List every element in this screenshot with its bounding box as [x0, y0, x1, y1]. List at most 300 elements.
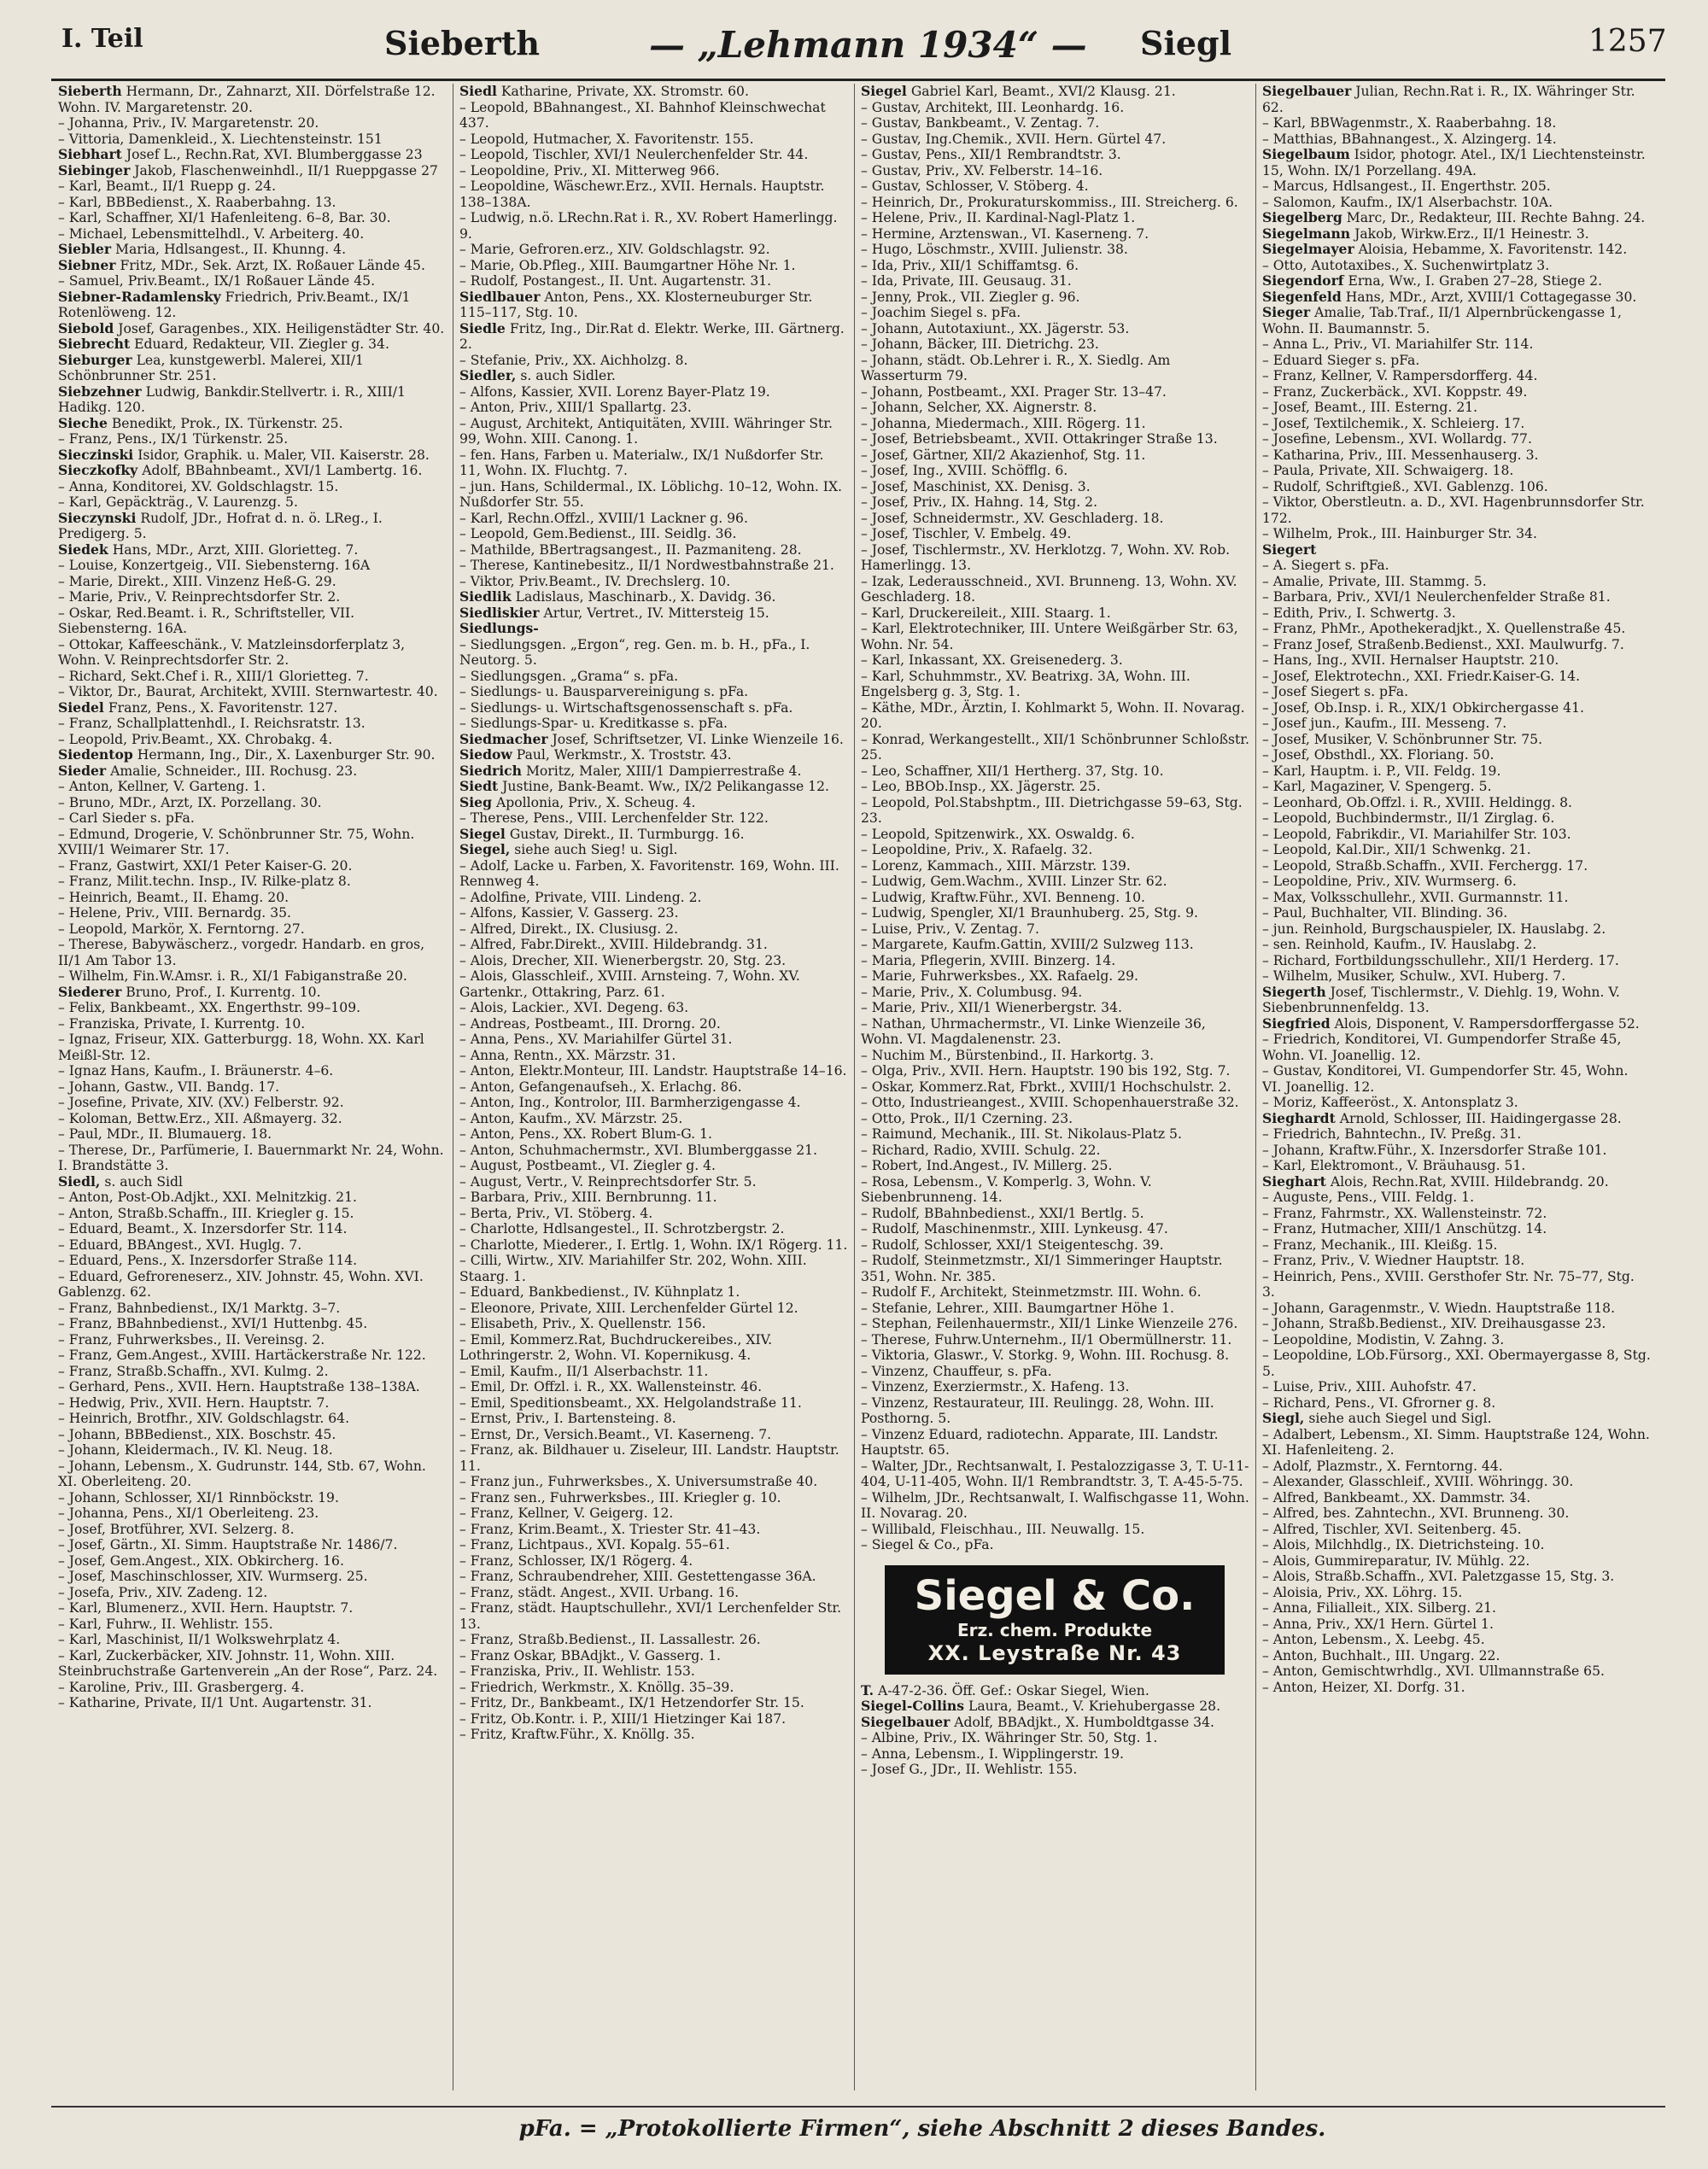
directory-entry: – jun. Hans, Schildermal., IX. Löblichg. 10–12, Wohn. IX. Nußdorfer Str. 55. [459, 478, 843, 510]
directory-entry: – Leo, Schaffner, XII/1 Hertherg. 37, Stg. 10. [861, 763, 1164, 779]
directory-entry: – Johanna, Priv., IV. Margaretenstr. 20. [58, 115, 319, 131]
directory-entry: – Franz jun., Fuhrwerksbes., X. Universumstraße 40. [459, 1474, 818, 1489]
surname: Siederer [58, 983, 122, 1000]
directory-entry: – Emil, Speditionsbeamt., XX. Helgolandstraße 11. [459, 1394, 802, 1411]
directory-entry: – Viktor, Priv.Beamt., IV. Drechslerg. 10. [459, 573, 731, 589]
directory-entry: – Gustav, Schlosser, V. Stöberg. 4. [861, 178, 1089, 194]
surname: Siedlik [459, 588, 512, 605]
directory-entry: – Siedlungsgen. „Grama“ s. pFa. [459, 668, 679, 684]
directory-entry: – Josef, Brotführer, XVI. Selzerg. 8. [58, 1521, 295, 1537]
surname: Sieczkofky [58, 462, 138, 478]
directory-entry: – Johann, Bäcker, III. Dietrichg. 23. [861, 336, 1099, 352]
directory-entry: – Käthe, MDr., Ärztin, I. Kohlmarkt 5, Wohn. II. Novarag. 20. [861, 699, 1245, 731]
surname: Siedliskier [459, 604, 540, 621]
directory-entry: – Cilli, Wirtw., XIV. Mariahilfer Str. 202, Wohn. XIII. Staarg. 1. [459, 1253, 807, 1284]
directory-entry: – Leopold, Buchbindermstr., II/1 Zirglag. 6. [1262, 810, 1555, 826]
directory-entry: – Johann, städt. Ob.Lehrer i. R., X. Siedlg. Am Wasserturm 79. [861, 352, 1171, 383]
surname: Siebner-Radamlensky [58, 288, 221, 305]
directory-entry: – Ernst, Priv., I. Bartensteing. 8. [459, 1411, 676, 1426]
directory-entry: – Alexander, Glasschleif., XVIII. Wöhringg. 30. [1262, 1474, 1574, 1489]
directory-entry: – Paul, MDr., II. Blumauerg. 18. [58, 1126, 272, 1142]
directory-entry: – August, Vertr., V. Reinprechtsdorfer Str. 5. [459, 1173, 757, 1190]
directory-entry: Siedt Justine, Bank-Beamt. Ww., IX/2 Pelikangasse 12. [459, 778, 829, 794]
directory-entry: – Viktor, Dr., Baurat, Architekt, XVIII. Sternwartestr. 40. [58, 684, 438, 699]
directory-entry: – Jenny, Prok., VII. Ziegler g. 96. [861, 289, 1080, 305]
surname: Sieg [459, 793, 493, 810]
directory-entry: – Josef, Beamt., III. Esterng. 21. [1262, 400, 1478, 415]
directory-entry: – Hedwig, Priv., XVII. Hern. Hauptstr. 7. [58, 1394, 330, 1411]
directory-entry: – Rudolf, Schlosser, XXI/1 Steigenteschg. 39. [861, 1237, 1164, 1253]
directory-entry: – Anna, Rentn., XX. Märzstr. 31. [459, 1047, 676, 1063]
directory-entry: – Leopold, Kal.Dir., XII/1 Schwenkg. 21. [1262, 842, 1531, 857]
directory-entry: – Franz, städt. Hauptschullehr., XVI/1 Lerchenfelder Str. 13. [459, 1600, 842, 1632]
directory-entry: – Siedlungsgen. „Ergon“, reg. Gen. m. b. H., pFa., I. Neutorg. 5. [459, 636, 810, 668]
directory-entry: – Gerhard, Pens., XVII. Hern. Hauptstraße 138–138A. [58, 1379, 420, 1394]
directory-entry: – Konrad, Werkangestellt., XII/1 Schönbrunner Schloßstr. 25. [861, 731, 1249, 763]
directory-entry: Siedmacher Josef, Schriftsetzer, VI. Linke Wienzeile 16. [459, 730, 844, 747]
surname: Siedt [459, 778, 499, 794]
directory-entry: Sieghart Alois, Rechn.Rat, XVIII. Hildebrandg. 20. [1262, 1172, 1609, 1190]
directory-entry: – Walter, JDr., Rechtsanwalt, I. Pestalozzigasse 3, T. U-11-404, U-11-405, Wohn. II/1 Rembrandtstr. 3, T. A-45-5-75. [861, 1458, 1249, 1489]
directory-entry: – Anna L., Priv., VI. Mariahilfer Str. 114. [1262, 336, 1534, 352]
ad-subtitle: Erz. chem. Produkte [956, 1619, 1153, 1640]
directory-entry: Siegel Gabriel Karl, Beamt., XVI/2 Klausg. 21. [861, 84, 1176, 99]
directory-entry: – Fritz, Kraftw.Führ., X. Knöllg. 35. [459, 1727, 695, 1742]
surname: Siedow [459, 746, 512, 763]
directory-entry: – Leopold, BBahnangest., XI. Bahnhof Kleinschwechat 437. [459, 99, 826, 131]
directory-entry: – Leopoldine, Priv., XIV. Wurmserg. 6. [1262, 874, 1517, 889]
directory-entry: Siegfried Alois, Disponent, V. Rampersdorffergasse 52. [1262, 1014, 1640, 1032]
surname: T. [861, 1681, 874, 1698]
directory-entry: – Franz, Priv., V. Wiedner Hauptstr. 18. [1262, 1253, 1525, 1268]
surname: Siegelmayer [1262, 241, 1354, 257]
directory-entry: – Ottokar, Kaffeeschänk., V. Matzleinsdorferplatz 3, Wohn. V. Reinprechtsdorfer Str. 2. [58, 636, 406, 668]
directory-entry: – Adalbert, Lebensm., XI. Simm. Hauptstraße 124, Wohn. XI. Hafenleiteng. 2. [1262, 1426, 1650, 1458]
directory-entry: – Johanna, Miedermach., XIII. Rögerg. 11. [861, 415, 1146, 431]
directory-entry: – Alfons, Kassier, V. Gasserg. 23. [459, 905, 679, 921]
surname: Siegelbauer [861, 1713, 951, 1730]
directory-entry: – Gustav, Pens., XII/1 Rembrandtstr. 3. [861, 147, 1121, 162]
surname: Siegert [1262, 541, 1317, 558]
surname: Siebner [58, 256, 116, 273]
directory-entry: – Rudolf, Maschinenmstr., XIII. Lynkeusg. 47. [861, 1221, 1168, 1237]
directory-entry: – Richard, Fortbildungsschullehr., XII/1 Herderg. 17. [1262, 952, 1619, 968]
directory-entry: – Richard, Radio, XVIII. Schulg. 22. [861, 1142, 1101, 1158]
directory-entry: – Alfred, Bankbeamt., XX. Dammstr. 34. [1262, 1489, 1531, 1505]
directory-entry: – Marie, Ob.Pfleg., XIII. Baumgartner Höhe Nr. 1. [459, 257, 796, 273]
directory-entry: – Andreas, Postbeamt., III. Drorng. 20. [459, 1015, 721, 1032]
directory-entry: Siedek Hans, MDr., Arzt, XIII. Glorietteg. 7. [58, 541, 359, 558]
directory-entry: – Franz, städt. Angest., XVII. Urbang. 16. [459, 1584, 740, 1600]
directory-entry: – Therese, Kantinebesitz., II/1 Nordwestbahnstraße 21. [459, 558, 834, 573]
surname: Siedel [58, 699, 104, 716]
directory-entry: – Wilhelm, Fin.W.Amsr. i. R., XI/1 Fabiganstraße 20. [58, 968, 407, 984]
directory-entry: – Josef, Textilchemik., X. Schleierg. 17. [1262, 415, 1525, 431]
directory-entry: – Friedrich, Werkmstr., X. Knöllg. 35–39. [459, 1679, 734, 1695]
directory-entry: – Siedlungs- u. Bausparvereinigung s. pFa. [459, 684, 749, 699]
directory-entry: – A. Siegert s. pFa. [1262, 558, 1389, 573]
directory-entry: – Anna, Filialleit., XIX. Silberg. 21. [1262, 1600, 1497, 1616]
directory-entry: – Karl, BBBedienst., X. Raaberbahng. 13. [58, 194, 336, 210]
directory-entry: – fen. Hans, Farben u. Materialw., IX/1 Nußdorfer Str. 11, Wohn. IX. Fluchtg. 7. [459, 447, 824, 478]
surname: Siedle [459, 319, 506, 336]
directory-entry: – Rudolf, Schriftgieß., XVI. Gablenzg. 106. [1262, 478, 1548, 494]
directory-entry: Siegelberg Marc, Dr., Redakteur, III. Rechte Bahng. 24. [1262, 209, 1646, 225]
directory-entry: Siedl, s. auch Sidl [58, 1172, 183, 1190]
directory-entry: – Franz, Straßb.Schaffn., XVI. Kulmg. 2. [58, 1363, 329, 1379]
surname: Sieder [58, 762, 107, 779]
directory-entry: Siedlik Ladislaus, Maschinarb., X. Davidg. 36. [459, 588, 776, 605]
directory-entry: Siegelmayer Aloisia, Hebamme, X. Favoritenstr. 142. [1262, 241, 1628, 257]
surname: Siebrecht [58, 336, 131, 352]
directory-entry: – Eduard, Beamt., X. Inzersdorfer Str. 114. [58, 1221, 348, 1237]
directory-entry: – Karl, Beamt., II/1 Ruepp g. 24. [58, 178, 277, 194]
directory-entry: – Izak, Lederausschneid., XVI. Brunneng. 13, Wohn. XV. Geschladerg. 18. [861, 573, 1237, 605]
directory-entry: – Leopold, Pol.Stabshptm., III. Dietrichgasse 59–63, Stg. 23. [861, 794, 1243, 826]
directory-entry: – Rudolf, Postangest., II. Unt. Augartenstr. 31. [459, 273, 772, 289]
directory-entry: – Wilhelm, Prok., III. Hainburger Str. 34. [1262, 526, 1537, 541]
directory-entry: Siebold Josef, Garagenbes., XIX. Heiligenstädter Str. 40. [58, 319, 445, 336]
directory-entry: – Richard, Sekt.Chef i. R., XIII/1 Glorietteg. 7. [58, 668, 369, 684]
directory-entry: – Josef, Maschinist, XX. Denisg. 3. [861, 478, 1091, 494]
directory-entry: – Johann, Autotaxiunt., XX. Jägerstr. 53. [861, 320, 1130, 336]
directory-entry: – Therese, Babywäscherz., vorgedr. Handarb. en gros, II/1 Am Tabor 13. [58, 937, 425, 968]
directory-entry: – Otto, Industrieangest., XVIII. Schopenhauerstraße 32. [861, 1095, 1239, 1110]
directory-entry: – Johann, Selcher, XX. Aignerstr. 8. [861, 400, 1097, 415]
directory-entry: – Franz Oskar, BBAdjkt., V. Gasserg. 1. [459, 1647, 721, 1663]
surname: Sieberth [58, 84, 122, 99]
directory-entry: – Franz, Milit.techn. Insp., IV. Rilke-platz 8. [58, 874, 351, 889]
surname: Sieghart [1262, 1172, 1326, 1190]
directory-entry: – Louise, Konzertgeig., VII. Siebensterng. 16A [58, 558, 371, 573]
directory-entry: – Karl, Schaffner, XI/1 Hafenleiteng. 6–8, Bar. 30. [58, 210, 391, 225]
surname: Siegl, [1262, 1410, 1305, 1426]
directory-entry: – Felix, Bankbeamt., XX. Engerthstr. 99–109. [58, 1000, 361, 1015]
directory-entry: – Alfred, Tischler, XVI. Seitenberg. 45. [1262, 1521, 1522, 1537]
directory-entry: – Eleonore, Private, XIII. Lerchenfelder Gürtel 12. [459, 1300, 798, 1316]
surname: Siedek [58, 541, 108, 558]
surname: Siegerth [1262, 983, 1326, 1000]
directory-entry: Siegelmann Jakob, Wirkw.Erz., II/1 Heinestr. 3. [1262, 225, 1589, 242]
directory-entry: – Michael, Lebensmittelhdl., V. Arbeiterg. 40. [58, 225, 365, 242]
directory-entry: – Eduard, BBAngest., XVI. Huglg. 7. [58, 1237, 302, 1253]
directory-entry: – Mathilde, BBertragsangest., II. Pazmaniteng. 28. [459, 541, 802, 558]
directory-entry: – Moriz, Kaffeeröst., X. Antonsplatz 3. [1262, 1095, 1518, 1110]
directory-entry: – Leopold, Priv.Beamt., XX. Chrobakg. 4. [58, 731, 333, 747]
directory-entry: – Rudolf, Steinmetzmstr., XI/1 Simmeringer Hauptstr. 351, Wohn. Nr. 385. [861, 1253, 1223, 1284]
directory-entry: – Ida, Private, III. Geusaug. 31. [861, 273, 1072, 289]
directory-entry: – Josef, Tischlermstr., XV. Herklotzg. 7, Wohn. XV. Rob. Hamerlingg. 13. [861, 541, 1231, 573]
directory-entry: – Wilhelm, JDr., Rechtsanwalt, I. Walfischgasse 11, Wohn. II. Novarag. 20. [861, 1489, 1249, 1521]
columns [51, 84, 1665, 2095]
directory-entry: – Josef, Gärtn., XI. Simm. Hauptstraße Nr. 1486/7. [58, 1537, 398, 1552]
directory-entry: – Joachim Siegel s. pFa. [861, 305, 1021, 320]
directory-entry: Siegelbauer Julian, Rechn.Rat i. R., IX. Währinger Str. 62. [1262, 84, 1635, 115]
directory-entry: – Leonhard, Ob.Offzl. i. R., XVIII. Heldingg. 8. [1262, 794, 1573, 810]
directory-entry: – Franz, Straßb.Bedienst., II. Lassallestr. 26. [459, 1632, 761, 1647]
directory-entry: – Siegel & Co., pFa. [861, 1537, 994, 1552]
directory-entry: – Leopold, Tischler, XVI/1 Neulerchenfelder Str. 44. [459, 147, 809, 162]
directory-entry: – Anton, Straßb.Schaffn., III. Kriegler g. 15. [58, 1205, 354, 1221]
directory-entry: – Lorenz, Kammach., XIII. Märzstr. 139. [861, 857, 1131, 874]
directory-entry: – Salomon, Kaufm., IX/1 Alserbachstr. 10A. [1262, 194, 1553, 210]
surname: Siegel [861, 84, 907, 99]
directory-entry: Siegelbauer Adolf, BBAdjkt., X. Humboldtgasse 34. [861, 1713, 1214, 1730]
directory-entry: – Robert, Ind.Angest., IV. Millerg. 25. [861, 1158, 1113, 1173]
directory-entry: – Rudolf, BBahnbedienst., XXI/1 Bertlg. 5. [861, 1205, 1144, 1221]
surname: Sieczinski [58, 446, 134, 463]
directory-entry: – Viktor, Oberstleutn. a. D., XVI. Hagenbrunnsdorfer Str. 172. [1262, 494, 1645, 526]
column-1 [58, 84, 447, 2095]
header-first-entry: Sieberth [384, 24, 541, 62]
directory-entry: – Anton, Elektr.Monteur, III. Landstr. Hauptstraße 14–16. [459, 1063, 847, 1079]
directory-entry: – Josef Siegert s. pFa. [1262, 684, 1409, 699]
directory-entry: – Josef, Obsthdl., XX. Floriang. 50. [1262, 747, 1494, 763]
directory-entry: – Siedlungs-Spar- u. Kreditkasse s. pFa. [459, 716, 728, 731]
surname: Siedlungs- [459, 620, 539, 636]
directory-entry: Siedliskier Artur, Vertret., IV. Mittersteig 15. [459, 604, 769, 621]
column-3 [861, 84, 1249, 2095]
surname: Siegel-Collins [861, 1698, 965, 1714]
surname: Siebzehner [58, 383, 142, 400]
directory-entry: – Josef, Schneidermstr., XV. Geschladerg. 18. [861, 510, 1164, 526]
column-4 [1262, 84, 1651, 2095]
surname: Siegenfeld [1262, 288, 1342, 305]
directory-entry: – Koloman, Bettw.Erz., XII. Aßmayerg. 32. [58, 1110, 342, 1126]
directory-entry: – Raimund, Mechanik., III. St. Nikolaus-Platz 5. [861, 1126, 1182, 1142]
directory-entry: – Johann, BBBedienst., XIX. Boschstr. 45. [58, 1426, 336, 1442]
directory-entry: – Josefine, Lebensm., XVI. Wollardg. 77. [1262, 431, 1532, 447]
directory-entry: – Ludwig, n.ö. LRechn.Rat i. R., XV. Robert Hamerlingg. 9. [459, 210, 838, 242]
directory-entry: – Friedrich, Bahntechn., IV. Preßg. 31. [1262, 1126, 1522, 1142]
header-title: — „Lehmann 1934“ — [649, 24, 1087, 66]
ad-title: Siegel & Co. [914, 1571, 1196, 1620]
directory-entry: – Karl, Inkassant, XX. Greisenederg. 3. [861, 652, 1123, 668]
directory-entry: – Marie, Priv., X. Columbusg. 94. [861, 984, 1083, 1000]
directory-entry: – Rudolf F., Architekt, Steinmetzmstr. III. Wohn. 6. [861, 1284, 1202, 1300]
directory-entry: – Franz, Lichtpaus., XVI. Kopalg. 55–61. [459, 1537, 730, 1552]
directory-entry: Siegendorf Erna, Ww., I. Graben 27–28, Stiege 2. [1262, 272, 1603, 289]
directory-entry: – sen. Reinhold, Kaufm., IV. Hauslabg. 2. [1262, 937, 1537, 952]
directory-entry: – Heinrich, Dr., Prokuraturskommiss., III. Streicherg. 6. [861, 194, 1238, 210]
directory-entry: – Marie, Priv., XII/1 Wienerbergstr. 34. [861, 1000, 1122, 1015]
directory-entry: Sieche Benedikt, Prok., IX. Türkenstr. 25. [58, 414, 343, 431]
directory-entry: – Therese, Dr., Parfümerie, I. Bauernmarkt Nr. 24, Wohn. I. Brandstätte 3. [58, 1142, 444, 1173]
directory-entry: – Franz, PhMr., Apothekeradjkt., X. Quellenstraße 45. [1262, 621, 1626, 636]
directory-entry: Sieghardt Arnold, Schlosser, III. Haidingergasse 28. [1262, 1109, 1622, 1126]
directory-entry: – Franziska, Private, I. Kurrentg. 10. [58, 1015, 306, 1032]
directory-entry: – Emil, Kommerz.Rat, Buchdruckereibes., XIV. Lothringerstr. 2, Wohn. VI. Kopernikusg. 4. [459, 1331, 773, 1363]
surname: Siegelmann [1262, 225, 1351, 242]
directory-entry: – Gustav, Ing.Chemik., XVII. Hern. Gürtel 47. [861, 131, 1167, 147]
directory-entry: – Olga, Priv., XVII. Hern. Hauptstr. 190 bis 192, Stg. 7. [861, 1063, 1231, 1079]
directory-entry: – Eduard, Gefroreneserz., XIV. Johnstr. 45, Wohn. XVI. Gablenzg. 62. [58, 1268, 424, 1300]
directory-entry: Sieg Apollonia, Priv., X. Scheug. 4. [459, 793, 696, 810]
directory-entry: – Franz, Schallplattenhdl., I. Reichsratstr. 13. [58, 716, 366, 731]
directory-entry: – Johann, Gastw., VII. Bandg. 17. [58, 1079, 280, 1095]
directory-entry: – Friedrich, Konditorei, VI. Gumpendorfer Straße 45, Wohn. VI. Joanellig. 12. [1262, 1032, 1622, 1063]
page-footer: pFa. = „Protokollierte Firmen“, siehe Abschnitt 2 dieses Bandes. [518, 2116, 1326, 2142]
directory-entry: Siedle Fritz, Ing., Dir.Rat d. Elektr. Werke, III. Gärtnerg. 2. [459, 319, 845, 352]
directory-entry: – Adolf, Plazmstr., X. Ferntorng. 44. [1262, 1458, 1503, 1474]
directory-entry: – Anton, Priv., XIII/1 Spallartg. 23. [459, 400, 692, 415]
directory-entry: – Paula, Private, XII. Schwaigerg. 18. [1262, 463, 1514, 478]
directory-entry: – Franz, Gastwirt, XXI/1 Peter Kaiser-G. 20. [58, 857, 353, 874]
part-label: I. Teil [61, 24, 143, 54]
directory-entry: – Anna, Priv., XX/1 Hern. Gürtel 1. [1262, 1616, 1494, 1632]
surname: Sieger [1262, 304, 1311, 320]
page-header [51, 19, 1667, 70]
directory-entry: – Barbara, Priv., XIII. Bernbrunng. 11. [459, 1190, 717, 1205]
directory-entry: Sieberth Hermann, Dr., Zahnarzt, XII. Dörfelstraße 12. Wohn. IV. Margaretenstr. 20. [58, 84, 436, 115]
directory-entry: – Josef jun., Kaufm., III. Messeng. 7. [1262, 716, 1507, 731]
directory-entry: – Johanna, Pens., XI/1 Oberleiteng. 23. [58, 1505, 319, 1521]
directory-entry: – Stephan, Feilenhauermstr., XII/1 Linke Wienzeile 276. [861, 1316, 1238, 1331]
directory-entry: – Leopold, Fabrikdir., VI. Mariahilfer Str. 103. [1262, 826, 1571, 842]
directory-entry: – Margarete, Kaufm.Gattin, XVIII/2 Sulzweg 113. [861, 937, 1194, 952]
directory-entry: – Otto, Prok., II/1 Czerning. 23. [861, 1110, 1073, 1126]
surname: Siebinger [58, 161, 131, 178]
directory-entry: – Carl Sieder s. pFa. [58, 810, 195, 826]
directory-entry: – Anna, Pens., XV. Mariahilfer Gürtel 31. [459, 1032, 733, 1047]
directory-entry: – Leopold, Markör, X. Ferntorng. 27. [58, 921, 305, 937]
directory-entry: – Franz, Zuckerbäck., XVI. Koppstr. 49. [1262, 383, 1528, 400]
directory-entry: – Josef, Tischler, V. Embelg. 49. [861, 526, 1072, 541]
directory-entry: – Karl, Rechn.Offzl., XVIII/1 Lackner g. 96. [459, 510, 748, 526]
directory-entry: – Josef, Musiker, V. Schönbrunner Str. 75. [1262, 731, 1543, 747]
surname: Siebhart [58, 146, 122, 162]
directory-entry: Sieczinski Isidor, Graphik. u. Maler, VII. Kaiserstr. 28. [58, 446, 430, 463]
directory-entry: – Franz sen., Fuhrwerksbes., III. Kriegler g. 10. [459, 1489, 781, 1505]
directory-entry: – Leopoldine, LOb.Fürsorg., XXI. Obermayergasse 8, Stg. 5. [1262, 1348, 1651, 1379]
directory-entry: Siedentop Hermann, Ing., Dir., X. Laxenburger Str. 90. [58, 746, 436, 763]
directory-entry: Siegerth Josef, Tischlermstr., V. Diehlg. 19, Wohn. V. Siebenbrunnenfeldg. 13. [1262, 983, 1620, 1015]
surname: Siedl, [58, 1172, 101, 1190]
directory-entry: – August, Postbeamt., VI. Ziegler g. 4. [459, 1158, 716, 1173]
directory-entry: – Alfons, Kassier, XVII. Lorenz Bayer-Platz 19. [459, 383, 770, 400]
directory-entry: – Matthias, BBahnangest., X. Alzingerg. 14. [1262, 131, 1557, 147]
directory-entry: – Karl, Elektrotechniker, III. Untere Weißgärber Str. 63, Wohn. Nr. 54. [861, 621, 1238, 652]
directory-entry: – Anton, Schuhmachermstr., XVI. Blumberggasse 21. [459, 1142, 818, 1158]
directory-entry: – Anna, Lebensm., I. Wipplingerstr. 19. [861, 1745, 1124, 1762]
directory-entry: – Stefanie, Lehrer., XIII. Baumgartner Höhe 1. [861, 1300, 1174, 1316]
directory-entry: Siebner-Radamlensky Friedrich, Priv.Beamt., IX/1 Rotenlöweng. 12. [58, 288, 411, 320]
directory-entry: – Vinzenz, Restaurateur, III. Reulingg. 28, Wohn. III. Posthorng. 5. [861, 1394, 1214, 1426]
surname: Siedmacher [459, 730, 548, 747]
surname: Sieche [58, 414, 108, 431]
directory-entry: – Fritz, Dr., Bankbeamt., IX/1 Hetzendorfer Str. 15. [459, 1695, 804, 1710]
directory-entry: – Heinrich, Brotfhr., XIV. Goldschlagstr. 64. [58, 1411, 350, 1426]
surname: Siedentop [58, 746, 133, 763]
directory-entry: – Leopold, Gem.Bedienst., III. Seidlg. 36. [459, 526, 737, 541]
directory-entry: – Alois, Lackier., XVI. Degeng. 63. [459, 1000, 689, 1015]
directory-entry: – Leopold, Hutmacher, X. Favoritenstr. 155. [459, 131, 754, 147]
directory-entry: Siegelbaum Isidor, photogr. Atel., IX/1 Liechtensteinstr. 15, Wohn. IX/1 Porzellang. 49A. [1262, 146, 1646, 178]
directory-entry: – Marcus, Hdlsangest., II. Engerthstr. 205. [1262, 178, 1551, 194]
directory-entry: – Franz, Schlosser, IX/1 Rögerg. 4. [459, 1552, 693, 1569]
surname: Siebold [58, 319, 114, 336]
page-number: 1257 [1588, 24, 1667, 59]
directory-entry: – Samuel, Priv.Beamt., IX/1 Roßauer Lände 45. [58, 273, 376, 289]
directory-entry: – Karl, Fuhrw., II. Wehlistr. 155. [58, 1616, 273, 1632]
directory-entry: – Luise, Priv., V. Zentag. 7. [861, 921, 1039, 937]
surname: Siegfried [1262, 1014, 1331, 1032]
directory-entry: – Alois, Glasschleif., XVIII. Arnsteing. 7, Wohn. XV. Gartenkr., Ottakring, Parz. 61. [459, 968, 800, 1000]
directory-entry: Siebinger Jakob, Flaschenweinhdl., II/1 Rueppgasse 27 [58, 161, 438, 178]
directory-entry: – Franz, Hutmacher, XIII/1 Anschützg. 14. [1262, 1221, 1547, 1237]
directory-entry: Siedrich Moritz, Maler, XIII/1 Dampierrestraße 4. [459, 762, 802, 779]
directory-entry: – Richard, Pens., VI. Gfrorner g. 8. [1262, 1394, 1496, 1411]
surname: Siedl [459, 84, 497, 99]
directory-entry: – Hermine, Arztenswan., VI. Kaserneng. 7. [861, 225, 1149, 242]
header-rule [51, 79, 1665, 81]
directory-entry: – Ernst, Dr., Versich.Beamt., VI. Kaserneng. 7. [459, 1426, 772, 1442]
directory-entry: – Johann, Kleidermach., IV. Kl. Neug. 18. [58, 1442, 333, 1458]
directory-entry: – Barbara, Priv., XVI/1 Neulerchenfelder Straße 81. [1262, 589, 1611, 605]
directory-entry: – Leopold, Spitzenwirk., XX. Oswaldg. 6. [861, 826, 1135, 842]
directory-entry: – Eduard, Bankbedienst., IV. Kühnplatz 1. [459, 1284, 740, 1300]
directory-entry: – Charlotte, Hdlsangestel., II. Schrotzbergstr. 2. [459, 1221, 785, 1237]
directory-entry: – Johann, Lebensm., X. Gudrunstr. 144, Stb. 67, Wohn. XI. Oberleiteng. 20. [58, 1458, 426, 1489]
directory-entry [1262, 542, 1651, 558]
directory-entry: – Karl, Blumenerz., XVII. Hern. Hauptstr. 7. [58, 1600, 354, 1616]
directory-entry: – Anton, Buchhalt., III. Ungarg. 22. [1262, 1647, 1500, 1663]
directory-entry: Siegel Gustav, Direkt., II. Turmburgg. 16. [459, 825, 745, 842]
directory-entry: Siebler Maria, Hdlsangest., II. Khunng. 4. [58, 241, 347, 257]
directory-entry: – Marie, Fuhrwerksbes., XX. Rafaelg. 29. [861, 968, 1139, 984]
directory-entry: – Elisabeth, Priv., X. Quellenstr. 156. [459, 1316, 706, 1331]
directory-entry: – Marie, Priv., V. Reinprechtsdorfer Str. 2. [58, 589, 341, 605]
surname: Siedler, [459, 367, 517, 383]
directory-entry: – Fritz, Ob.Kontr. i. P., XIII/1 Hietzinger Kai 187. [459, 1710, 787, 1727]
directory-entry: – Josef G., JDr., II. Wehlistr. 155. [861, 1762, 1078, 1777]
column-2 [459, 84, 848, 2095]
directory-entry: Siegel-Collins Laura, Beamt., V. Kriehubergasse 28. [861, 1698, 1221, 1714]
directory-entry: – Franz, Krim.Beamt., X. Triester Str. 41–43. [459, 1521, 761, 1537]
directory-entry: – Helene, Priv., VIII. Bernardg. 35. [58, 905, 292, 921]
directory-entry: – Adolf, Lacke u. Farben, X. Favoritenstr. 169, Wohn. III. Rennweg 4. [459, 857, 839, 889]
directory-entry: – Max, Volksschullehr., XVII. Gurmannstr. 11. [1262, 889, 1569, 905]
directory-entry: Siedlbauer Anton, Pens., XX. Klosterneuburger Str. 115–117, Stg. 10. [459, 288, 813, 320]
surname: Siebler [58, 241, 112, 257]
directory-entry: – Auguste, Pens., VIII. Feldg. 1. [1262, 1190, 1475, 1205]
directory-entry: – Heinrich, Beamt., II. Ehamg. 20. [58, 889, 290, 905]
directory-entry: – Gustav, Priv., XV. Felberstr. 14–16. [861, 162, 1103, 178]
directory-entry: – Amalie, Private, III. Stammg. 5. [1262, 573, 1487, 589]
directory-entry: – Helene, Priv., II. Kardinal-Nagl-Platz 1. [861, 210, 1136, 225]
directory-entry [459, 621, 848, 637]
directory-entry: – Franz, Pens., IX/1 Türkenstr. 25. [58, 431, 289, 447]
directory-entry: – Josefa, Priv., XIV. Zadeng. 12. [58, 1584, 268, 1600]
directory-entry: Siebner Fritz, MDr., Sek. Arzt, IX. Roßauer Lände 45. [58, 256, 425, 273]
directory-entry: – Anna, Konditorei, XV. Goldschlagstr. 15. [58, 478, 339, 494]
directory-entry: – Bruno, MDr., Arzt, IX. Porzellang. 30. [58, 794, 322, 810]
directory-entry: – Alois, Straßb.Schaffn., XVI. Paletzgasse 15, Stg. 3. [1262, 1569, 1615, 1584]
directory-entry: – Karl, Schuhmmstr., XV. Beatrixg. 3A, Wohn. III. Engelsberg g. 3, Stg. 1. [861, 668, 1190, 699]
directory-entry: – Karl, Magaziner, V. Spengerg. 5. [1262, 779, 1492, 794]
directory-entry: – Vinzenz Eduard, radiotechn. Apparate, III. Landstr. Hauptstr. 65. [861, 1426, 1219, 1458]
directory-entry: – Franz, Fahrmstr., XX. Wallensteinstr. 72. [1262, 1205, 1547, 1221]
directory-entry: – Siedlungs- u. Wirtschaftsgenossenschaft s. pFa. [459, 699, 793, 716]
directory-entry: – Alois, Drecher, XII. Wienerbergstr. 20, Stg. 23. [459, 952, 787, 968]
directory-entry: – Johann, Postbeamt., XXI. Prager Str. 13–47. [861, 383, 1167, 400]
directory-entry: Siebrecht Eduard, Redakteur, VII. Ziegler g. 34. [58, 336, 389, 352]
directory-entry: – Franz, Kellner, V. Rampersdorfferg. 44. [1262, 368, 1538, 383]
directory-entry: – Viktoria, Glaswr., V. Storkg. 9, Wohn. III. Rochusg. 8. [861, 1348, 1230, 1363]
directory-entry: Siederer Bruno, Prof., I. Kurrentg. 10. [58, 983, 321, 1000]
directory-entry: – Rosa, Lebensm., V. Komperlg. 3, Wohn. V. Siebenbrunneng. 14. [861, 1173, 1152, 1205]
directory-entry: – Maria, Pflegerin, XVIII. Binzerg. 14. [861, 952, 1116, 968]
